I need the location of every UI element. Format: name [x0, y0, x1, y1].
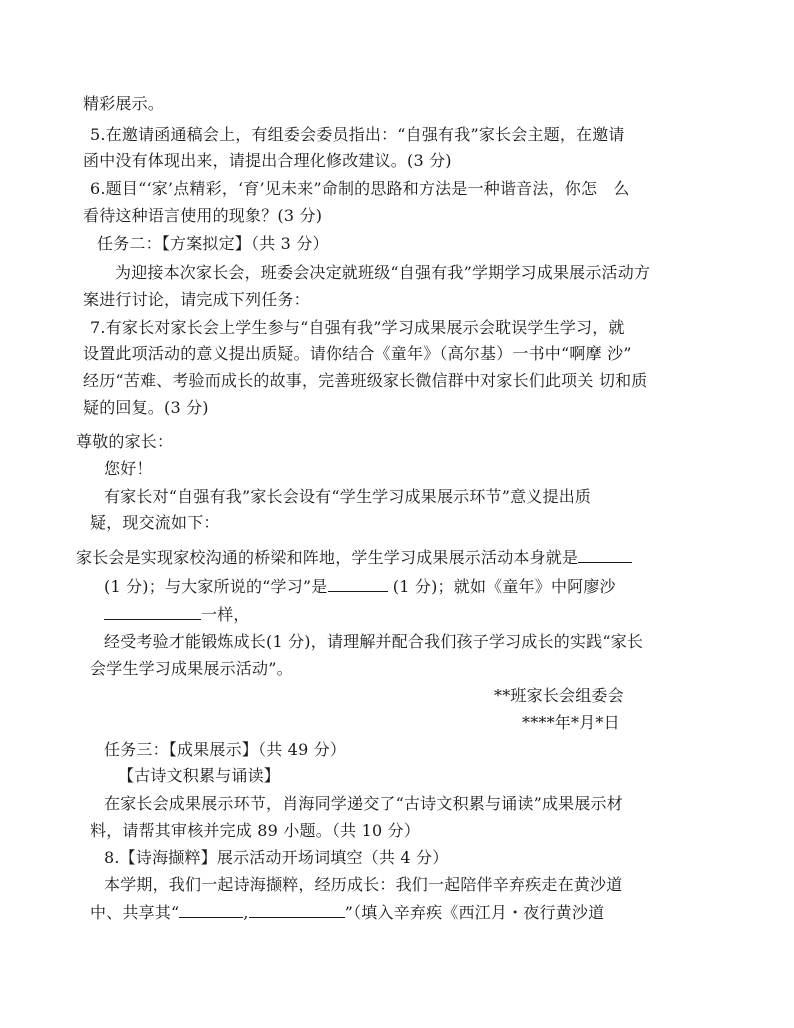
- question-5-line-2: 函中没有体现出来，请提出合理化修改建议。(3 分): [83, 151, 452, 170]
- fill-line-2: [104, 575, 616, 598]
- question-8-line-2-text-b: ”（填入辛弃疾《西江月・夜行黄沙道: [344, 903, 605, 922]
- task-3-intro-line-2: 料，请帮其审核并完成 89 小题。（共 10 分）: [90, 821, 421, 840]
- letter-date: ****年*月*日: [522, 713, 620, 732]
- fill-line-3: [104, 603, 250, 626]
- question-7-line-2: 设置此项活动的意义提出质疑。请你结合《童年》（高尔基）一书中“啊摩 沙”: [83, 344, 632, 363]
- answer-blank-2[interactable]: [328, 575, 388, 592]
- task-2-intro-line-1: 为迎接本次家长会，班委会决定就班级“自强有我”学期学习成果展示活动方: [115, 263, 651, 282]
- question-8-line-1: 本学期，我们一起诗海撷粹，经历成长：我们一起陪伴辛弃疾走在黄沙道: [104, 875, 623, 894]
- fill-line-3-text: 一样，: [201, 605, 250, 624]
- question-6-line-2: 看待这种语言使用的现象？(3 分): [83, 206, 323, 225]
- fill-line-1: [76, 546, 632, 569]
- task-2-intro-line-2: 案进行讨论，请完成下列任务：: [83, 290, 310, 309]
- question-7-line-3: 经历“苦难、考验而成长的故事，完善班级家长微信群中对家长们此项关 切和质: [83, 371, 648, 390]
- fill-line-2-text-b: (1 分)；就如《童年》中阿廖沙: [387, 577, 616, 596]
- task-3-heading: 任务三：【成果展示】（共 49 分）: [104, 740, 347, 759]
- task-3-intro-line-1: 在家长会成果展示环节，肖海同学递交了“古诗文积累与诵读”成果展示材: [104, 794, 623, 813]
- letter-body-line-4: 会学生学习成果展示活动”。: [90, 659, 293, 678]
- fill-line-2-text-a: (1 分)；与大家所说的“学习”是: [104, 577, 328, 596]
- letter-body-line-3: 经受考验才能锻炼成长(1 分)，请理解并配合我们孩子学习成长的实践“家长: [104, 632, 644, 651]
- question-8-line-2-text-a: 中、共享其“: [90, 903, 180, 922]
- answer-blank-1[interactable]: [578, 546, 632, 563]
- question-7-line-4: 疑的回复。(3 分): [83, 398, 209, 417]
- letter-signature: **班家长会组委会: [494, 686, 624, 705]
- letter-body-line-1: 有家长对“自强有我”家长会设有“学生学习成果展示环节”意义提出质: [104, 487, 592, 506]
- fill-line-1-text: 家长会是实现家校沟通的桥梁和阵地，学生学习成果展示活动本身就是: [76, 548, 579, 567]
- letter-greeting: 您好！: [104, 459, 153, 478]
- question-8-line-2-comma: ,: [243, 903, 249, 922]
- letter-salutation: 尊敬的家长：: [76, 432, 174, 451]
- question-6-line-1: 6.题目“‘家’点精彩，‘育’见未来”命制的思路和方法是一种谐音法，你怎 么: [90, 179, 630, 198]
- task-2-heading: 任务二：【方案拟定】（共 3 分）: [97, 234, 329, 253]
- question-8-heading: 8.【诗海撷粹】展示活动开场词填空（共 4 分）: [104, 848, 449, 867]
- question-7-line-1: 7.有家长对家长会上学生参与“自强有我”学习成果展示会耽误学生学习，就: [90, 318, 625, 337]
- answer-blank-4[interactable]: [179, 901, 243, 918]
- answer-blank-3[interactable]: [104, 603, 201, 620]
- question-8-line-2: [90, 901, 604, 924]
- text-line: 精彩展示。: [83, 94, 165, 113]
- section-heading-poetry: 【古诗文积累与诵读】: [118, 766, 281, 785]
- answer-blank-5[interactable]: [249, 901, 345, 918]
- letter-body-line-2: 疑，现交流如下：: [90, 513, 220, 532]
- question-5-line-1: 5.在邀请函通稿会上，有组委会委员指出：“自强有我”家长会主题，在邀请: [90, 125, 625, 144]
